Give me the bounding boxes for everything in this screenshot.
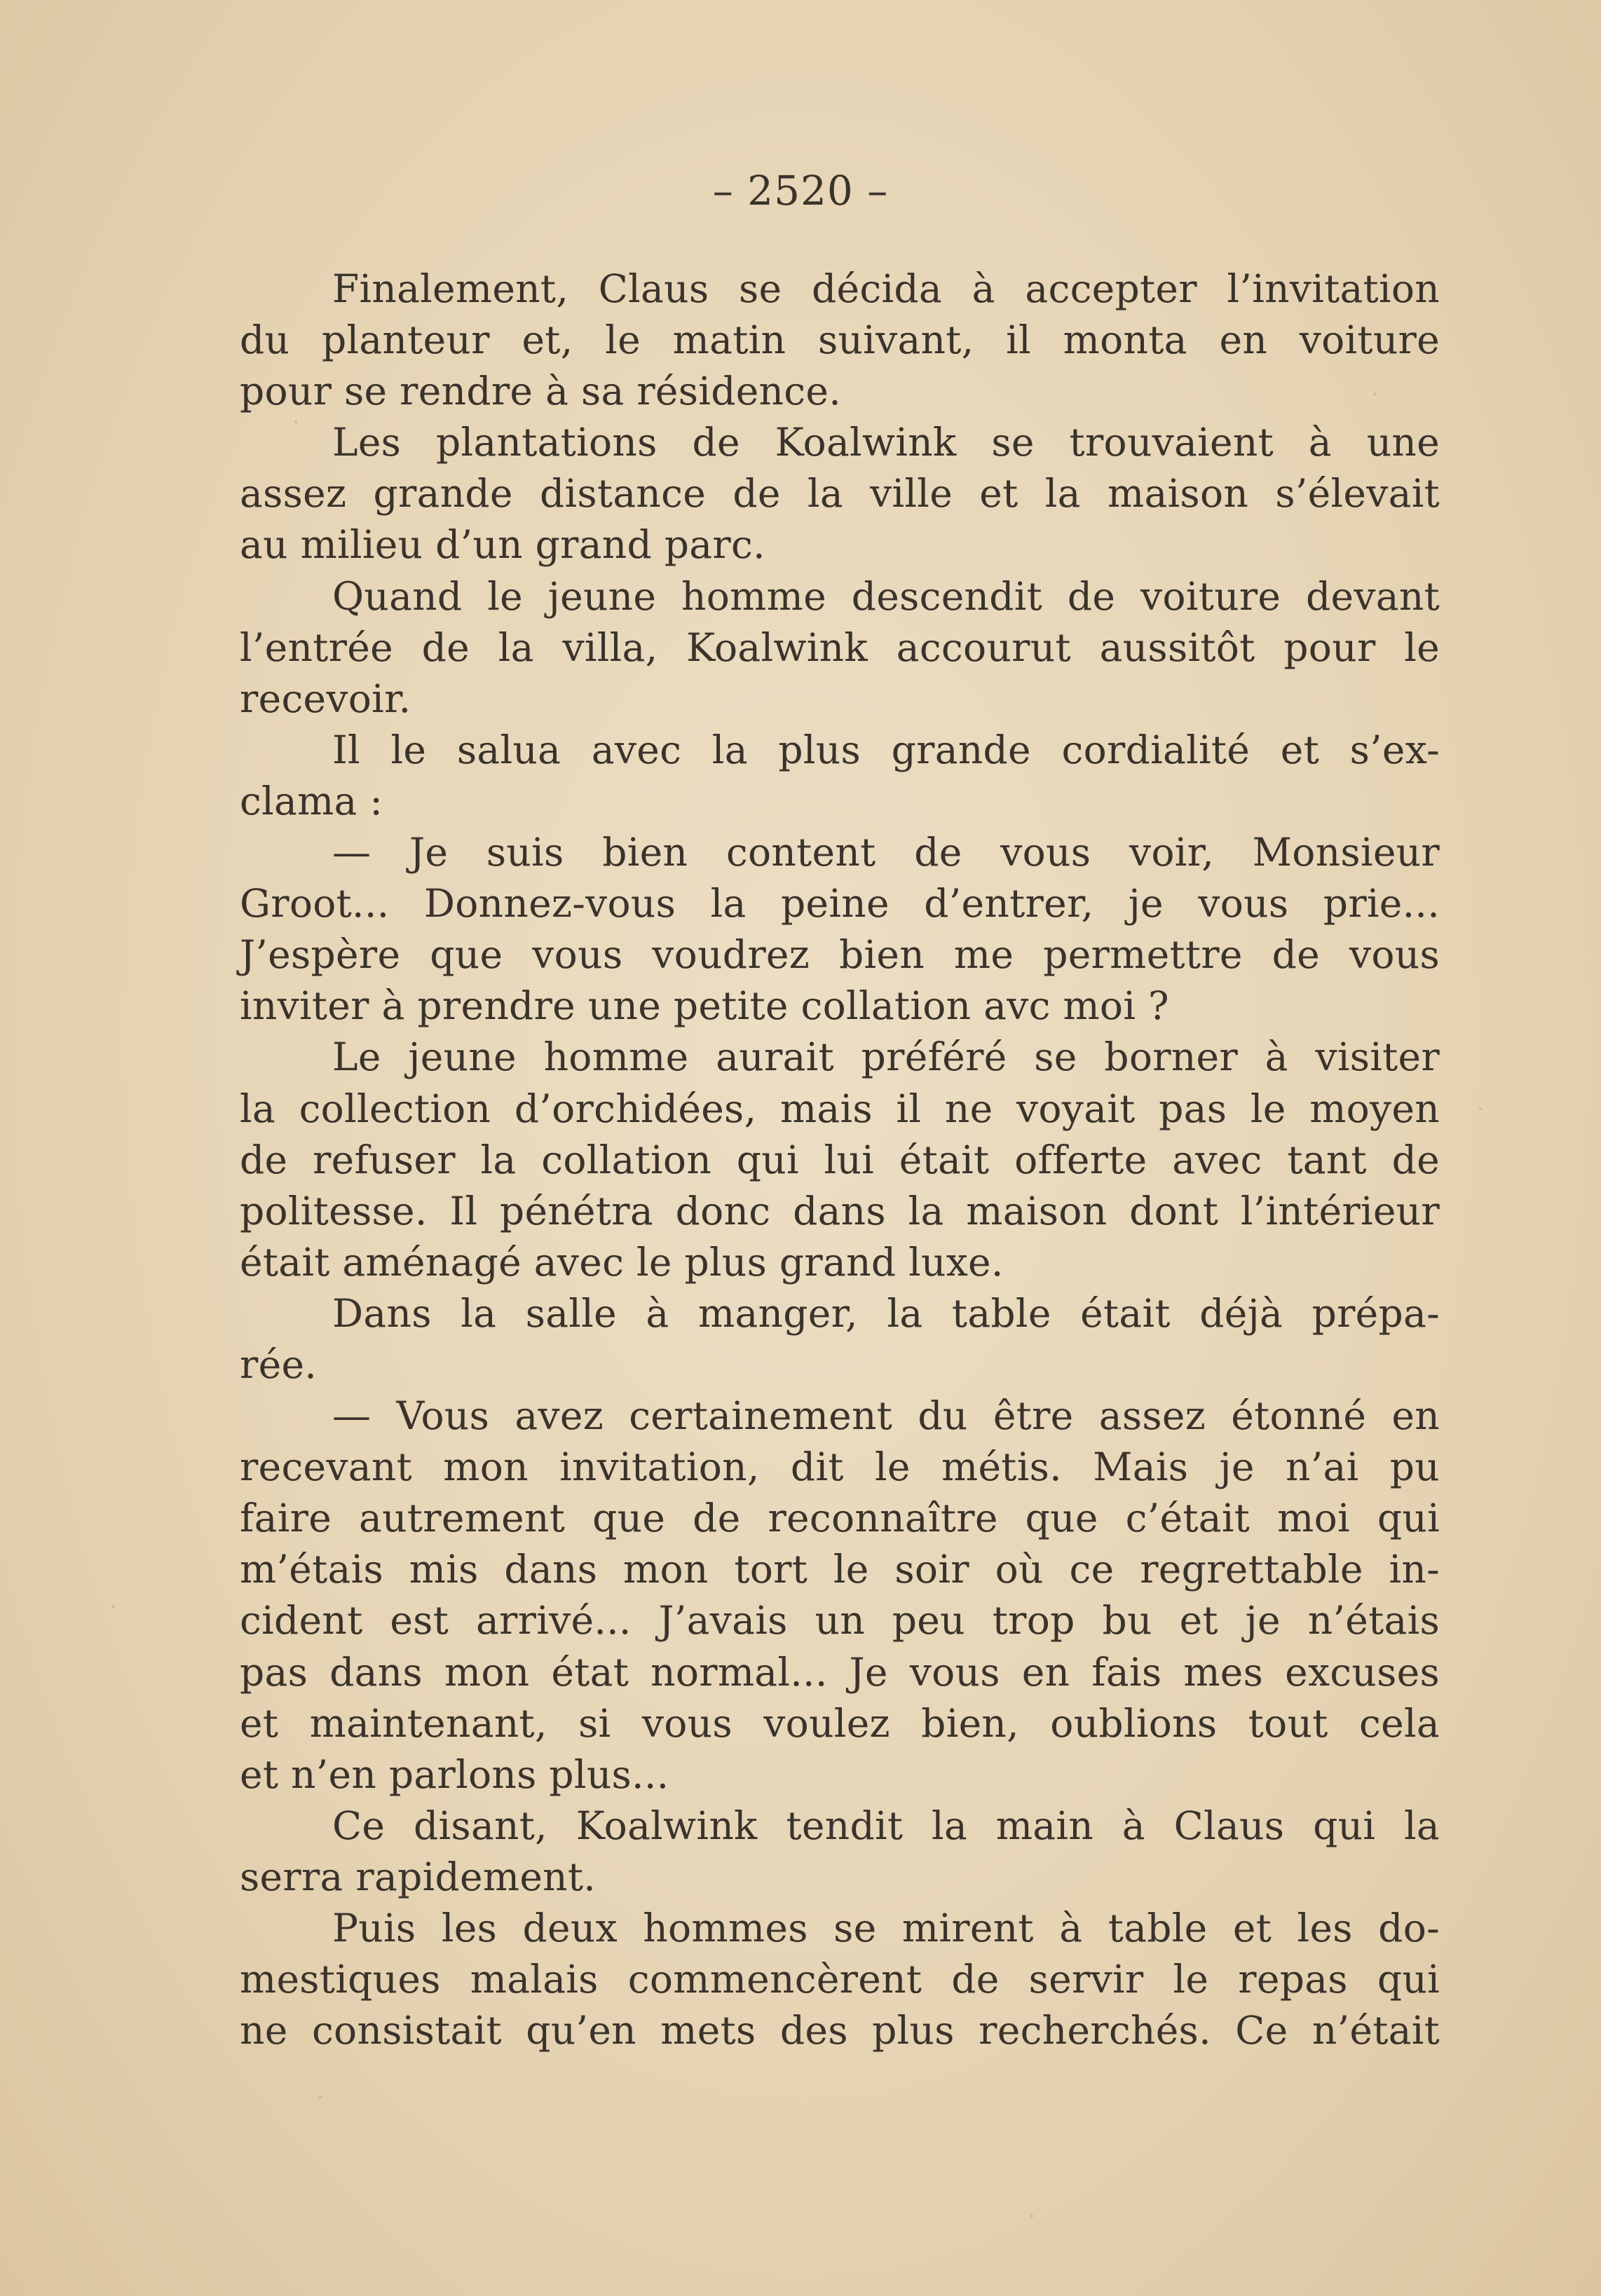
text-line: Quand le jeune homme descendit de voiture devant — [332, 573, 1440, 619]
text-line: Le jeune homme aurait préféré se borner à visiter — [332, 1034, 1440, 1080]
text-line: clama : — [240, 778, 383, 824]
body-text — [240, 264, 1440, 2056]
text-line: — Vous avez certainement du être assez étonné en — [332, 1393, 1440, 1439]
text-line: J’espère que vous voudrez bien me permettre de vous — [240, 932, 1440, 978]
text-line: recevoir. — [240, 676, 411, 721]
paper-speck — [319, 2096, 322, 2098]
text-line: inviter à prendre une petite collation avc moi ? — [240, 983, 1169, 1029]
text-line: faire autrement que de reconnaître que c’était moi qui — [240, 1496, 1440, 1541]
text-line: pas dans mon état normal... Je vous en fais mes excuses — [240, 1649, 1440, 1695]
text-line: pour se rendre à sa résidence. — [240, 369, 842, 414]
page-number: – 2520 – — [712, 167, 889, 214]
text-line: politesse. Il pénétra donc dans la maison dont l’intérieur — [240, 1188, 1440, 1234]
text-line: assez grande distance de la ville et la maison s’élevait — [240, 471, 1440, 517]
text-line: de refuser la collation qui lui était offerte avec tant de — [240, 1137, 1440, 1182]
text-line: mestiques malais commencèrent de servir le repas qui — [240, 1957, 1440, 2002]
text-line: cident est arrivé... J’avais un peu trop bu et je n’étais — [240, 1598, 1440, 1644]
text-line: m’étais mis dans mon tort le soir où ce regrettable in- — [240, 1547, 1440, 1592]
text-line: ne consistait qu’en mets des plus recherchés. Ce n’était — [240, 2008, 1440, 2054]
text-line: Groot... Donnez-vous la peine d’entrer, je vous prie... — [240, 881, 1440, 927]
text-line: recevant mon invitation, dit le métis. Mais je n’ai pu — [240, 1444, 1440, 1490]
text-line: Il le salua avec la plus grande cordialité et s’ex- — [332, 727, 1440, 772]
text-line: Ce disant, Koalwink tendit la main à Claus qui la — [332, 1803, 1440, 1848]
text-line: Les plantations de Koalwink se trouvaient à une — [332, 420, 1440, 465]
paper-speck — [1479, 1107, 1482, 1110]
text-line: et maintenant, si vous voulez bien, oublions tout cela — [240, 1700, 1440, 1746]
text-line: et n’en parlons plus... — [240, 1751, 669, 1797]
paper-speck — [1030, 2215, 1033, 2218]
text-line: serra rapidement. — [240, 1854, 597, 1899]
text-line: la collection d’orchidées, mais il ne voyait pas le moyen — [240, 1086, 1440, 1131]
text-line: du planteur et, le matin suivant, il monta en voiture — [240, 317, 1440, 363]
text-line: au milieu d’un grand parc. — [240, 522, 765, 568]
text-line: était aménagé avec le plus grand luxe. — [240, 1239, 1004, 1285]
text-line: — Je suis bien content de vous voir, Monsieur — [332, 830, 1440, 875]
text-line: Dans la salle à manger, la table était déjà prépa- — [332, 1290, 1440, 1336]
text-line: l’entrée de la villa, Koalwink accourut aussitôt pour le — [240, 624, 1440, 670]
text-line: Finalement, Claus se décida à accepter l’invitation — [332, 266, 1440, 311]
text-line: rée. — [240, 1341, 318, 1387]
paper-speck — [112, 1605, 115, 1608]
text-line: Puis les deux hommes se mirent à table et les do- — [332, 1906, 1440, 1950]
